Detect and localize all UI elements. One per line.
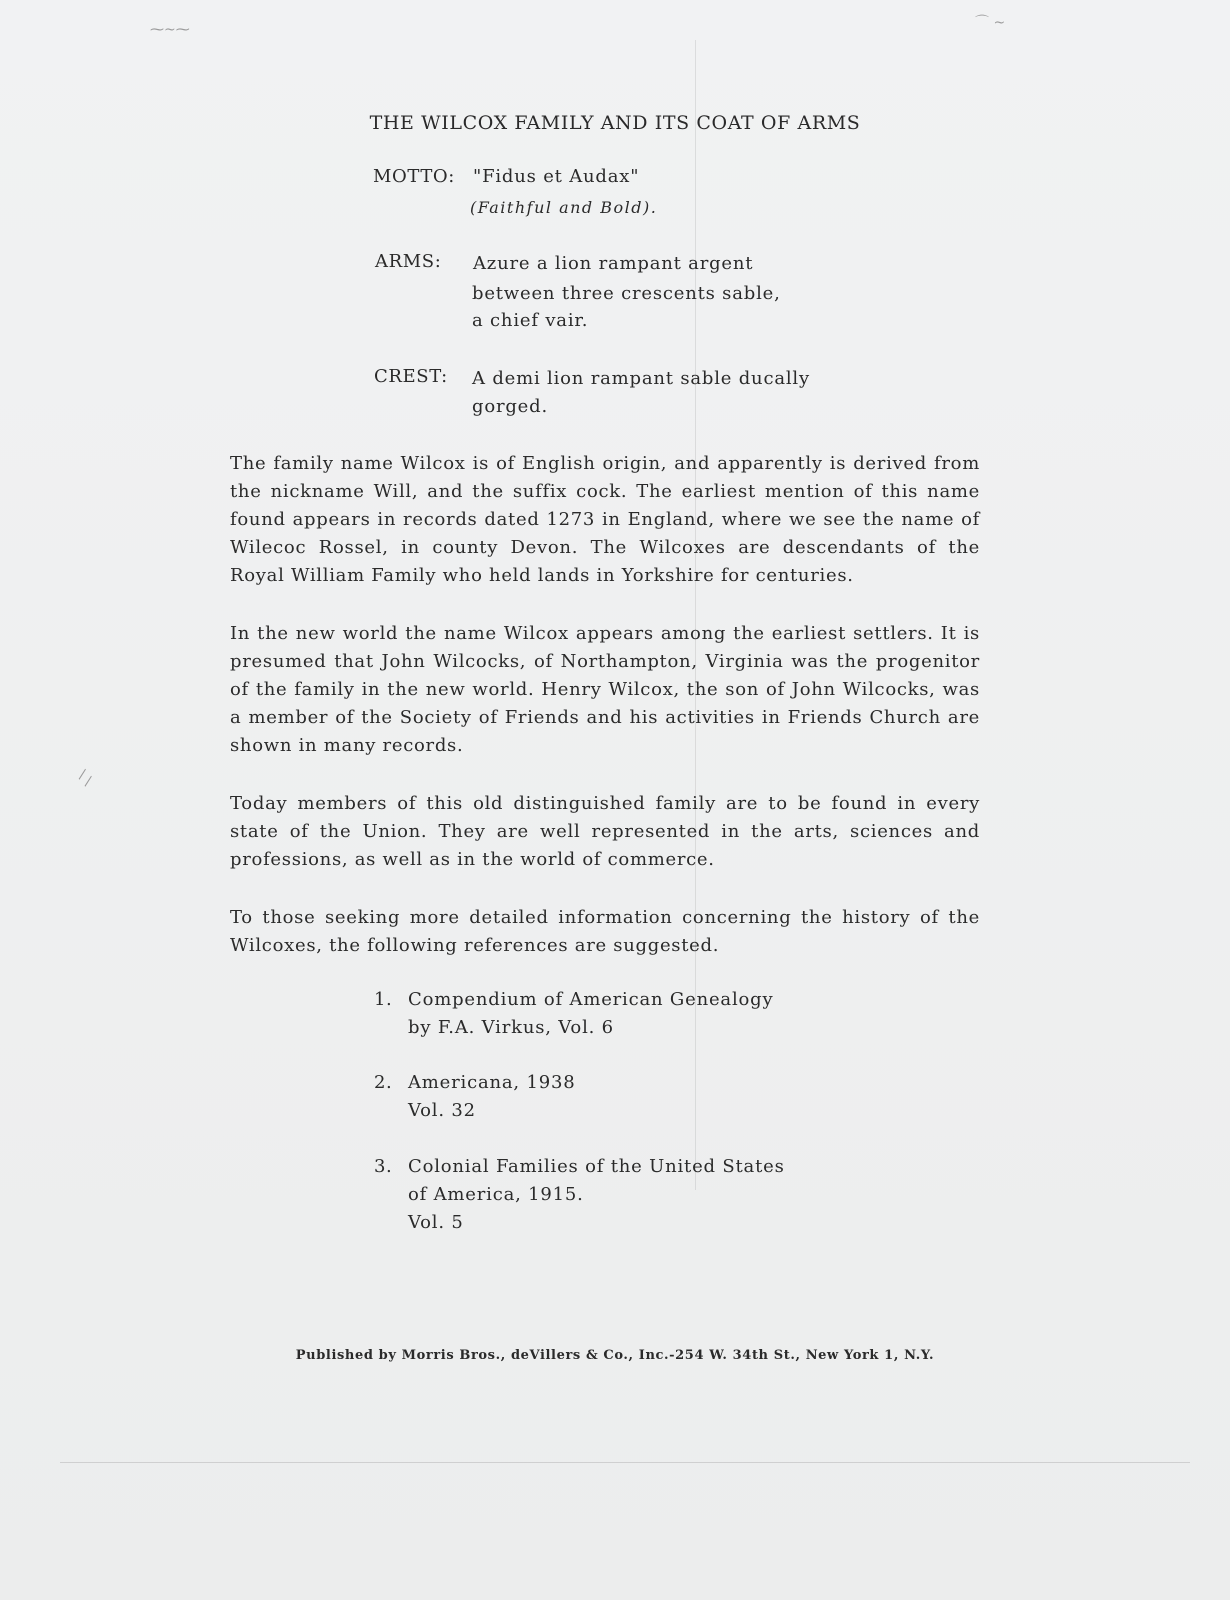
motto-text: "Fidus et Audax" xyxy=(473,166,640,187)
reference-number: 1. xyxy=(374,989,393,1010)
publisher-footer: Published by Morris Bros., deVillers & Co., Inc.-254 W. 34th St., New York 1, N.Y. xyxy=(295,1348,935,1363)
paragraph-new-world: In the new world the name Wilcox appears among the earliest settlers. It is presumed that John Wilcocks, of Northampton, Virginia was the progenitor of the family in the new world. Henry Wilcox, the son of John Wilcocks, was a member of the Society of Friends and his activities in Friends Church are shown in many records. xyxy=(230,623,980,756)
paragraph-origin: The family name Wilcox is of English origin, and apparently is derived from the nickname Will, and the suffix cock. The earliest mention of this name found appears in records dated 1273 in England, where we see the name of Wilecoc Rossel, in county Devon. The Wilcoxes are descendants of the Royal William Family who held lands in Yorkshire for centuries. xyxy=(230,453,980,586)
arms-label: ARMS: xyxy=(375,251,442,272)
reference-number: 3. xyxy=(374,1156,393,1177)
reference-line: Vol. 5 xyxy=(408,1212,464,1233)
paragraph-today: Today members of this old distinguished family are to be found in every state of the Union. They are well represented in the arts, sciences and professions, as well as in the world of commerce. xyxy=(230,793,980,870)
reference-line: of America, 1915. xyxy=(408,1184,584,1205)
arms-line: Azure a lion rampant argent xyxy=(473,253,754,274)
paper-crease xyxy=(60,1462,1190,1463)
scan-smudge: ⁓~⁓ xyxy=(150,22,190,38)
paragraph-references-intro: To those seeking more detailed information concerning the history of the Wilcoxes, the following references are suggested. xyxy=(230,907,980,956)
crest-line: A demi lion rampant sable ducally xyxy=(472,368,810,389)
crest-label: CREST: xyxy=(374,366,448,387)
motto-label: MOTTO: xyxy=(373,166,455,187)
paper-fold-line xyxy=(695,40,696,1190)
reference-line: Compendium of American Genealogy xyxy=(408,989,774,1010)
crest-line: gorged. xyxy=(472,396,548,417)
arms-line: between three crescents sable, xyxy=(472,283,781,304)
reference-line: Vol. 32 xyxy=(408,1100,476,1121)
motto-translation: (Faithful and Bold). xyxy=(470,198,658,217)
reference-number: 2. xyxy=(374,1072,393,1093)
arms-line: a chief vair. xyxy=(472,310,589,331)
document-title: THE WILCOX FAMILY AND ITS COAT OF ARMS xyxy=(369,112,861,134)
reference-line: Colonial Families of the United States xyxy=(408,1156,785,1177)
scan-smudge: \ \ xyxy=(74,767,96,789)
scan-smudge: ⌒ ~ xyxy=(975,15,1006,31)
reference-line: by F.A. Virkus, Vol. 6 xyxy=(408,1017,614,1038)
reference-line: Americana, 1938 xyxy=(408,1072,576,1093)
